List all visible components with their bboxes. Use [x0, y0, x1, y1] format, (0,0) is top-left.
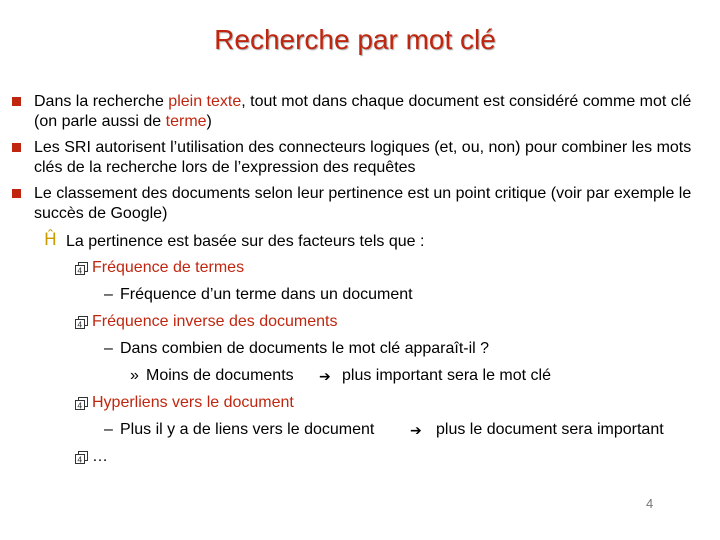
- numbered-box-icon: [75, 397, 88, 410]
- sub-intro: La pertinence est basée sur des facteurs tels que :: [66, 233, 425, 250]
- bullet-text: Dans la recherche plein texte, tout mot dans chaque document est considéré comme mot clé (on parle aussi de terme): [34, 93, 692, 130]
- detail-right: plus le document sera important: [436, 421, 664, 438]
- bullet-item: [12, 184, 712, 224]
- svg-text:4: 4: [77, 401, 83, 410]
- factor-label: Fréquence inverse des documents: [92, 313, 338, 330]
- svg-text:4: 4: [77, 455, 83, 464]
- dash-bullet: –: [104, 340, 113, 357]
- highlight-term: plein texte: [168, 93, 242, 110]
- square-bullet-icon: [12, 189, 21, 198]
- dash-bullet: –: [104, 286, 113, 303]
- detail-text: Dans combien de documents le mot clé apparaît-il ?: [120, 340, 490, 357]
- bullet-item: [12, 138, 712, 178]
- numbered-box-icon: [75, 316, 88, 329]
- svg-text:4: 4: [77, 266, 83, 275]
- right-arrow-icon: ➔: [319, 369, 331, 385]
- dash-bullet: –: [104, 421, 113, 438]
- detail-left: Plus il y a de liens vers le document: [120, 421, 375, 438]
- bullet-text: Le classement des documents selon leur pertinence est un point critique (voir par exemple le succès de Google): [34, 185, 692, 222]
- svg-text:4: 4: [77, 320, 83, 329]
- page-number: 4: [646, 496, 654, 511]
- highlight-term: terme: [165, 113, 207, 130]
- factor-label: Hyperliens vers le document: [92, 394, 294, 411]
- detail-text: Fréquence d’un terme dans un document: [120, 286, 413, 303]
- numbered-box-icon: [75, 262, 88, 275]
- square-bullet-icon: [12, 97, 21, 106]
- bullet-item: [12, 92, 712, 132]
- square-bullet-icon: [12, 143, 21, 152]
- factor-label: Fréquence de termes: [92, 259, 245, 276]
- right-arrow-icon: ➔: [410, 423, 422, 439]
- subdetail-left: Moins de documents: [146, 367, 294, 384]
- raquo-bullet: »: [130, 367, 139, 384]
- factor-ellipsis: …: [92, 448, 108, 465]
- numbered-box-icon: [75, 451, 88, 464]
- subdetail-right: plus important sera le mot clé: [342, 367, 551, 384]
- hollow-h-bullet-icon: Ĥ: [44, 230, 57, 250]
- bullet-text: Les SRI autorisent l’utilisation des connecteurs logiques (et, ou, non) pour combiner les mots clés de la recherche lors de l’expression des requêtes: [34, 139, 692, 176]
- slide-title: Recherche par mot clé: [214, 24, 496, 55]
